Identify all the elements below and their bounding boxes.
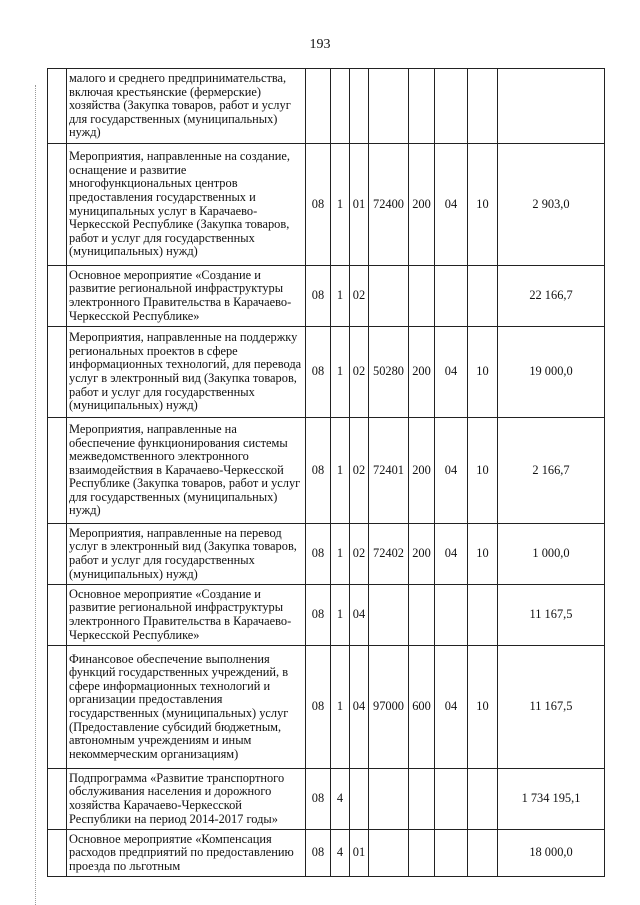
- row-prog-cell: 4: [331, 769, 350, 830]
- row-margin-cell: [48, 69, 67, 144]
- row-subprog-cell: 04: [350, 585, 369, 646]
- row-pr-cell: [468, 69, 498, 144]
- row-direction-cell: [369, 585, 409, 646]
- budget-table: [47, 68, 605, 877]
- row-direction-cell: [369, 266, 409, 327]
- row-margin-cell: [48, 144, 67, 266]
- row-rz-cell: [435, 830, 468, 877]
- row-sum-cell: 22 166,7: [498, 266, 605, 327]
- row-name-cell: Мероприятия, направленные на перевод услуг в электронный вид (Закупка товаров, работ и услуг для государственных (муниципальных) нужд): [67, 524, 306, 585]
- row-sum-cell: [498, 69, 605, 144]
- row-ved-cell: [306, 69, 331, 144]
- row-vr-cell: [409, 585, 435, 646]
- table-row: [48, 144, 605, 266]
- row-sum-cell: 1 000,0: [498, 524, 605, 585]
- row-ved-cell: 08: [306, 266, 331, 327]
- row-pr-cell: [468, 769, 498, 830]
- row-rz-cell: 04: [435, 144, 468, 266]
- row-direction-cell: 50280: [369, 327, 409, 418]
- row-margin-cell: [48, 524, 67, 585]
- row-rz-cell: [435, 585, 468, 646]
- row-sum-cell: 11 167,5: [498, 585, 605, 646]
- row-pr-cell: [468, 585, 498, 646]
- table-row: [48, 418, 605, 524]
- row-name-cell: малого и среднего предпринимательства, включая крестьянские (фермерские) хозяйства (Закупка товаров, работ и услуг для государственных (муниципальных) нужд): [67, 69, 306, 144]
- row-ved-cell: 08: [306, 585, 331, 646]
- row-sum-cell: 11 167,5: [498, 646, 605, 769]
- table-row: [48, 266, 605, 327]
- row-margin-cell: [48, 769, 67, 830]
- row-ved-cell: 08: [306, 646, 331, 769]
- row-rz-cell: 04: [435, 327, 468, 418]
- row-name-cell: Финансовое обеспечение выполнения функций государственных учреждений, в сфере информационных технологий и организации предоставления государственных (муниципальных) услуг (Предоставление субсидий бюджетным, автономным учреждениям и иным некоммерческим организациям): [67, 646, 306, 769]
- row-ved-cell: 08: [306, 418, 331, 524]
- row-name-cell: Мероприятия, направленные на создание, оснащение и развитие многофункциональных центров предоставления государственных и муниципальных услуг в Карачаево-Черкесской Республике (Закупка товаров, работ и услуг для государственных (муниципальных) нужд): [67, 144, 306, 266]
- row-rz-cell: 04: [435, 418, 468, 524]
- row-prog-cell: 1: [331, 144, 350, 266]
- row-margin-cell: [48, 266, 67, 327]
- row-prog-cell: 1: [331, 646, 350, 769]
- row-pr-cell: 10: [468, 524, 498, 585]
- row-pr-cell: 10: [468, 418, 498, 524]
- row-margin-cell: [48, 418, 67, 524]
- row-pr-cell: 10: [468, 327, 498, 418]
- row-name-cell: Мероприятия, направленные на поддержку региональных проектов в сфере информационных технологий, для перевода услуг в электронный вид (Закупка товаров, работ и услуг для государственных (муниципальных) нужд): [67, 327, 306, 418]
- row-direction-cell: 97000: [369, 646, 409, 769]
- row-vr-cell: 200: [409, 524, 435, 585]
- row-rz-cell: [435, 69, 468, 144]
- row-vr-cell: [409, 769, 435, 830]
- row-name-cell: Основное мероприятие «Создание и развитие региональной инфраструктуры электронного Правительства в Карачаево-Черкесской Республике»: [67, 266, 306, 327]
- row-rz-cell: [435, 266, 468, 327]
- row-prog-cell: 1: [331, 327, 350, 418]
- row-margin-cell: [48, 830, 67, 877]
- table-row: [48, 646, 605, 769]
- row-rz-cell: [435, 769, 468, 830]
- row-name-cell: Подпрограмма «Развитие транспортного обслуживания населения и дорожного хозяйства Карачаево-Черкесской Республики на период 2014-2017 годы»: [67, 769, 306, 830]
- row-vr-cell: [409, 830, 435, 877]
- row-subprog-cell: 01: [350, 144, 369, 266]
- row-name-cell: Основное мероприятие «Компенсация расходов предприятий по предоставлению проезда по льготным: [67, 830, 306, 877]
- row-subprog-cell: 01: [350, 830, 369, 877]
- row-subprog-cell: 02: [350, 418, 369, 524]
- row-vr-cell: 600: [409, 646, 435, 769]
- row-ved-cell: 08: [306, 769, 331, 830]
- row-direction-cell: [369, 769, 409, 830]
- page-number: 193: [309, 37, 331, 52]
- row-direction-cell: [369, 69, 409, 144]
- row-vr-cell: 200: [409, 327, 435, 418]
- table-row: [48, 327, 605, 418]
- row-margin-cell: [48, 646, 67, 769]
- row-pr-cell: [468, 830, 498, 877]
- row-ved-cell: 08: [306, 830, 331, 877]
- margin-rule: [35, 85, 36, 905]
- row-name-cell: Мероприятия, направленные на обеспечение функционирования системы межведомственного электронного взаимодействия в Карачаево-Черкесской Республике (Закупка товаров, работ и услуг для государственных (муниципальных) нужд): [67, 418, 306, 524]
- row-ved-cell: 08: [306, 327, 331, 418]
- table-row: [48, 585, 605, 646]
- row-sum-cell: 2 166,7: [498, 418, 605, 524]
- row-direction-cell: 72400: [369, 144, 409, 266]
- row-pr-cell: [468, 266, 498, 327]
- row-pr-cell: 10: [468, 646, 498, 769]
- row-sum-cell: 2 903,0: [498, 144, 605, 266]
- row-direction-cell: 72402: [369, 524, 409, 585]
- row-prog-cell: 1: [331, 524, 350, 585]
- row-prog-cell: 1: [331, 418, 350, 524]
- table-row: [48, 830, 605, 877]
- row-ved-cell: 08: [306, 524, 331, 585]
- row-vr-cell: 200: [409, 418, 435, 524]
- table-body: [48, 69, 605, 877]
- row-direction-cell: 72401: [369, 418, 409, 524]
- row-direction-cell: [369, 830, 409, 877]
- row-margin-cell: [48, 327, 67, 418]
- row-rz-cell: 04: [435, 646, 468, 769]
- row-sum-cell: 1 734 195,1: [498, 769, 605, 830]
- table-row: [48, 524, 605, 585]
- row-rz-cell: 04: [435, 524, 468, 585]
- row-sum-cell: 18 000,0: [498, 830, 605, 877]
- row-prog-cell: 1: [331, 585, 350, 646]
- row-subprog-cell: [350, 769, 369, 830]
- row-subprog-cell: 02: [350, 266, 369, 327]
- row-pr-cell: 10: [468, 144, 498, 266]
- row-sum-cell: 19 000,0: [498, 327, 605, 418]
- row-prog-cell: 1: [331, 266, 350, 327]
- row-vr-cell: [409, 266, 435, 327]
- row-subprog-cell: 02: [350, 524, 369, 585]
- row-ved-cell: 08: [306, 144, 331, 266]
- table-row: [48, 69, 605, 144]
- row-subprog-cell: 04: [350, 646, 369, 769]
- row-margin-cell: [48, 585, 67, 646]
- row-subprog-cell: [350, 69, 369, 144]
- row-prog-cell: 4: [331, 830, 350, 877]
- table-row: [48, 769, 605, 830]
- row-subprog-cell: 02: [350, 327, 369, 418]
- row-vr-cell: 200: [409, 144, 435, 266]
- row-prog-cell: [331, 69, 350, 144]
- row-name-cell: Основное мероприятие «Создание и развитие региональной инфраструктуры электронного Правительства в Карачаево-Черкесской Республике»: [67, 585, 306, 646]
- row-vr-cell: [409, 69, 435, 144]
